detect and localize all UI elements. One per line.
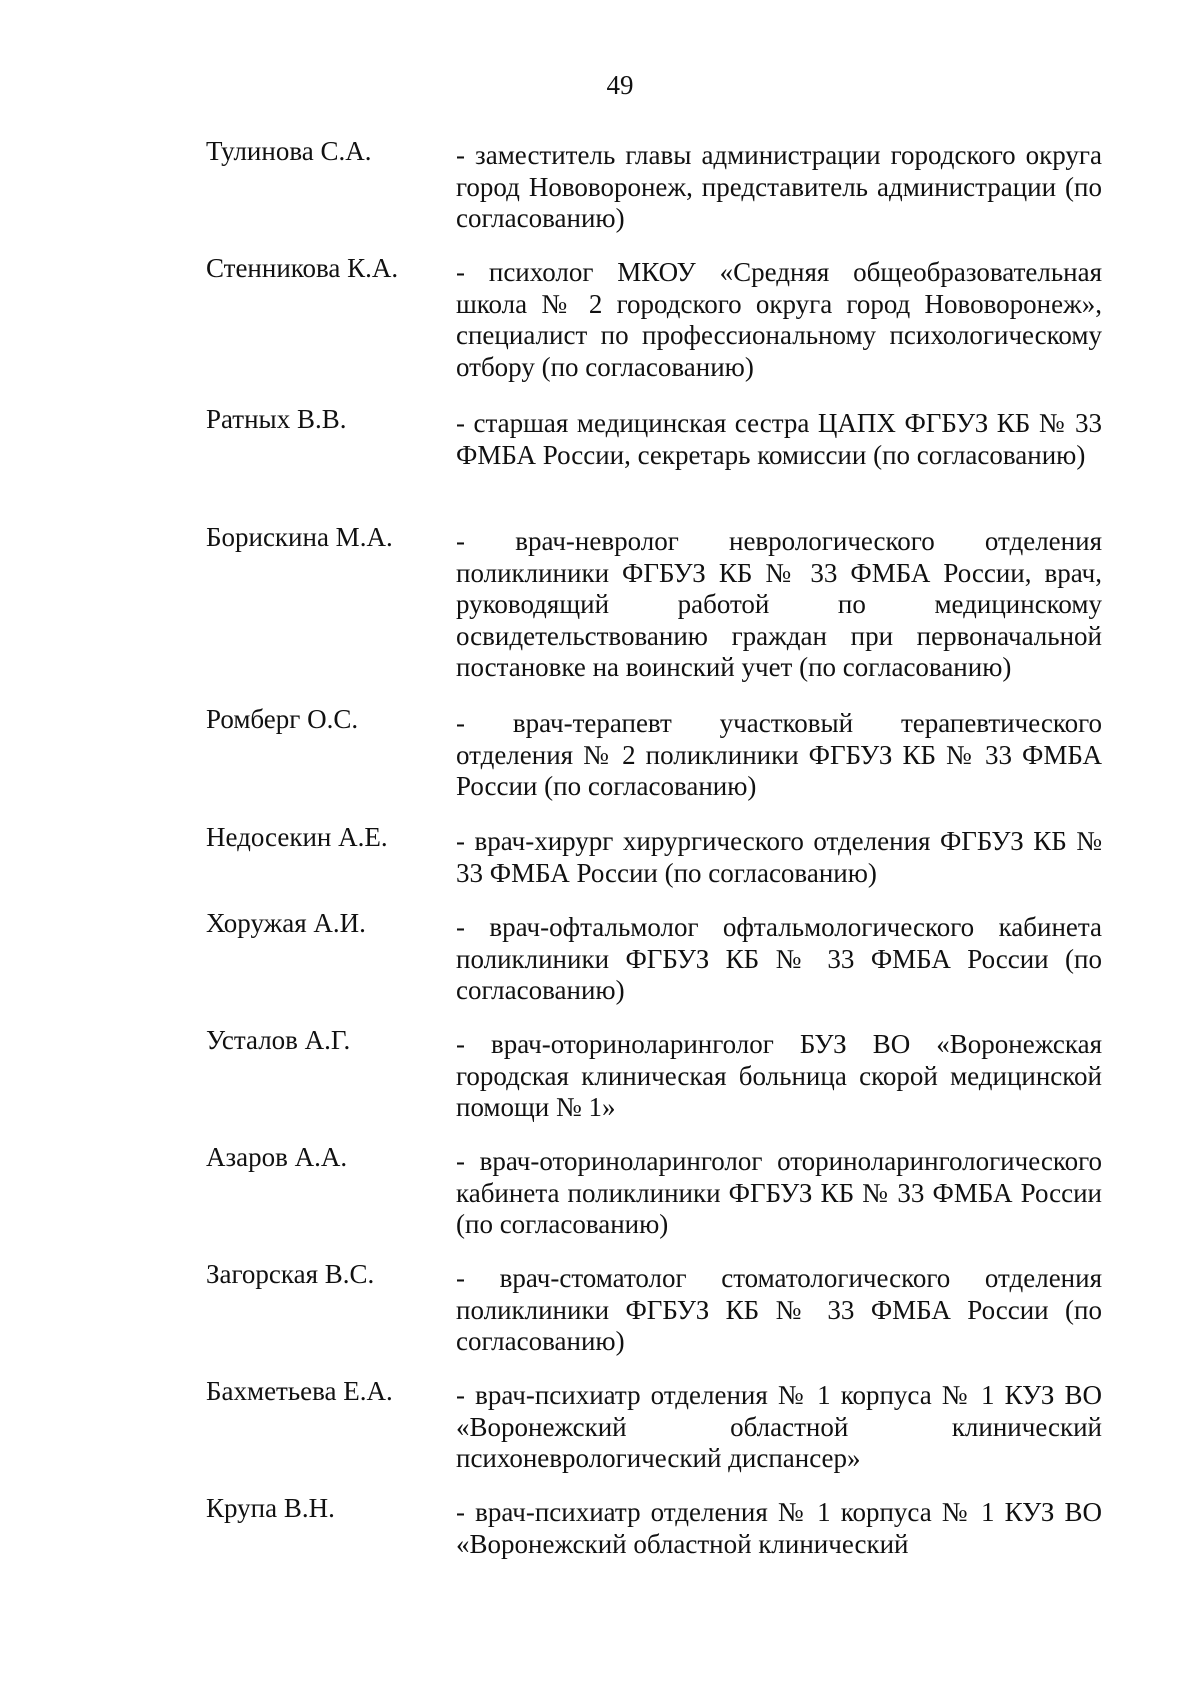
member-name: Загорская В.С. bbox=[206, 1259, 375, 1289]
member-role: - психолог МКОУ «Средняя общеобразовательная школа № 2 городского округа город Нововоронеж», специалист по профессиональному психологическому отбору (по согласованию) bbox=[456, 257, 1102, 382]
member-name: Ромберг О.С. bbox=[206, 704, 359, 734]
member-role: - врач-психиатр отделения № 1 корпуса № 1 КУЗ ВО «Воронежский областной клинический bbox=[456, 1497, 1102, 1559]
member-name: Бахметьева Е.А. bbox=[206, 1376, 393, 1406]
member-role: - врач-оториноларинголог БУЗ ВО «Воронежская городская клиническая больница скорой медицинской помощи № 1» bbox=[456, 1029, 1102, 1122]
member-role: - врач-офтальмолог офтальмологического кабинета поликлиники ФГБУЗ КБ № 33 ФМБА России (по согласованию) bbox=[456, 912, 1102, 1005]
page-number: 49 bbox=[606, 70, 634, 100]
member-name: Недосекин А.Е. bbox=[206, 822, 388, 852]
member-role: - старшая медицинская сестра ЦАПХ ФГБУЗ КБ № 33 ФМБА России, секретарь комиссии (по согласованию) bbox=[456, 408, 1102, 470]
member-role: - врач-оториноларинголог оториноларингологического кабинета поликлиники ФГБУЗ КБ № 33 ФМБА России (по согласованию) bbox=[456, 1146, 1102, 1239]
member-name: Азаров А.А. bbox=[206, 1142, 348, 1172]
member-name: Усталов А.Г. bbox=[206, 1025, 351, 1055]
member-name: Крупа В.Н. bbox=[206, 1493, 335, 1523]
member-role: - врач-психиатр отделения № 1 корпуса № 1 КУЗ ВО «Воронежский областной клинический психоневрологический диспансер» bbox=[456, 1380, 1102, 1473]
member-role: - врач-терапевт участковый терапевтического отделения № 2 поликлиники ФГБУЗ КБ № 33 ФМБА России (по согласованию) bbox=[456, 708, 1102, 801]
member-role: - врач-невролог неврологического отделения поликлиники ФГБУЗ КБ № 33 ФМБА России, врач, руководящий работой по медицинскому освидетельствованию граждан при первоначальной постановке на воинский учет (по согласованию) bbox=[456, 526, 1102, 682]
member-role: - врач-стоматолог стоматологического отделения поликлиники ФГБУЗ КБ № 33 ФМБА России (по согласованию) bbox=[456, 1263, 1102, 1356]
member-role: - врач-хирург хирургического отделения ФГБУЗ КБ № 33 ФМБА России (по согласованию) bbox=[456, 826, 1102, 888]
member-name: Борискина М.А. bbox=[206, 522, 393, 552]
member-name: Хоружая А.И. bbox=[206, 908, 366, 938]
member-role: - заместитель главы администрации городского округа город Нововоронеж, представитель администрации (по согласованию) bbox=[456, 140, 1102, 233]
member-name: Тулинова С.А. bbox=[206, 136, 372, 166]
member-name: Ратных В.В. bbox=[206, 404, 347, 434]
member-name: Стенникова К.А. bbox=[206, 253, 399, 283]
